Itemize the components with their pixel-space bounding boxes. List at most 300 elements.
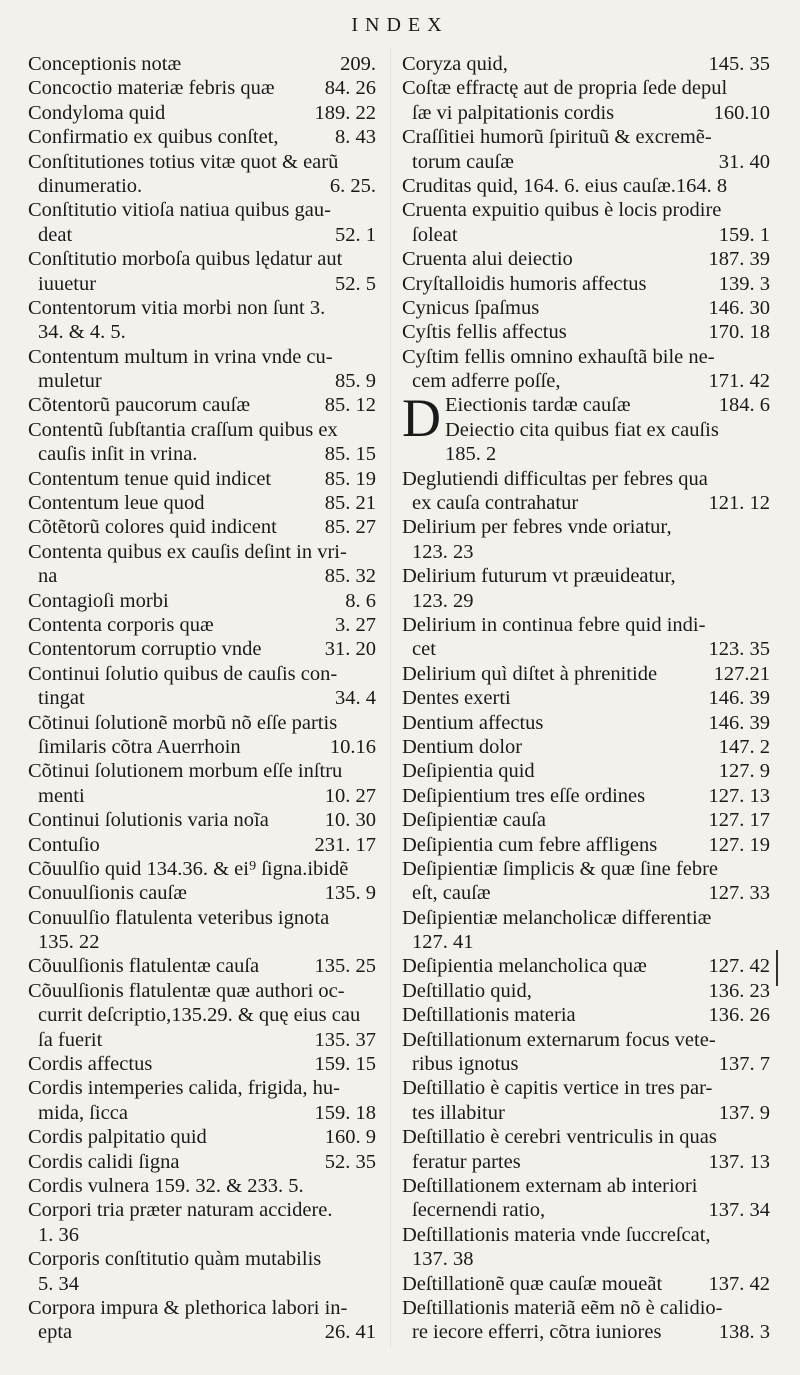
index-entry xyxy=(402,1076,770,1125)
page-reference: 84. 26 xyxy=(324,77,376,100)
page-reference: 127. 17 xyxy=(708,809,770,832)
entry-text: Eiectionis tardæ cauſæ xyxy=(445,394,631,417)
index-line xyxy=(28,979,376,1003)
index-entry xyxy=(402,735,770,759)
index-line xyxy=(28,272,376,296)
page-reference: 26. 41 xyxy=(324,1321,376,1344)
index-line xyxy=(402,711,770,735)
entry-text: Contentũ ſubſtantia craſſum quibus ex xyxy=(28,418,338,441)
index-line xyxy=(402,272,770,296)
index-entry xyxy=(402,1272,770,1296)
entry-text: Cordis affectus xyxy=(28,1053,153,1076)
page-reference: 6. 25. xyxy=(329,174,376,197)
index-entry xyxy=(402,857,770,906)
index-entry xyxy=(402,515,770,564)
entry-text: Deſtillationis materia xyxy=(402,1004,576,1027)
index-line xyxy=(402,589,770,613)
entry-text: Deſtillatio è cerebri ventriculis in quas xyxy=(402,1126,717,1149)
page-reference: 127. 33 xyxy=(708,882,770,905)
index-line xyxy=(402,954,770,978)
index-entry xyxy=(402,272,770,296)
entry-text: Conſtitutio morboſa quibus lędatur aut xyxy=(28,248,343,271)
entry-text: Cruenta expuitio quibus è locis prodire xyxy=(402,199,722,222)
index-entry xyxy=(28,637,376,661)
index-entry xyxy=(402,1028,770,1077)
index-line xyxy=(28,491,376,515)
index-line xyxy=(402,1223,770,1247)
page-reference: 52. 1 xyxy=(335,223,376,246)
index-line xyxy=(28,833,376,857)
index-entry xyxy=(402,388,770,466)
entry-text: ſa fuerit xyxy=(38,1028,103,1051)
margin-mark xyxy=(776,950,778,986)
page-reference: 137. 42 xyxy=(708,1272,770,1295)
page-reference: 231. 17 xyxy=(314,833,376,856)
index-entry xyxy=(402,613,770,662)
entry-text: Concoctio materiæ febris quæ xyxy=(28,77,275,100)
index-line xyxy=(28,1223,376,1247)
entry-text: Cõuulſio quid 134.36. & ei⁹ ſigna.ibidẽ xyxy=(28,857,349,880)
index-line xyxy=(28,125,376,149)
entry-text: 123. 29 xyxy=(412,589,474,612)
entry-text: Confirmatio ex quibus conſtet, xyxy=(28,126,279,149)
index-line xyxy=(28,52,376,76)
entry-text: Cyſtim fellis omnino exhauſtã bile ne- xyxy=(402,345,715,368)
index-line xyxy=(28,1101,376,1125)
index-entry xyxy=(402,76,770,125)
page-reference: 127.21 xyxy=(713,662,770,685)
index-line xyxy=(402,247,770,271)
index-line xyxy=(402,369,770,393)
index-entry xyxy=(28,1125,376,1149)
index-line xyxy=(402,150,770,174)
page-reference: 127. 9 xyxy=(718,760,770,783)
index-entry xyxy=(28,247,376,296)
page-reference: 10.16 xyxy=(329,735,376,758)
index-line xyxy=(28,1028,376,1052)
index-line xyxy=(28,1198,376,1222)
index-line xyxy=(28,1076,376,1100)
index-entry xyxy=(402,1223,770,1272)
page-reference: 160. 9 xyxy=(324,1126,376,1149)
index-column-right xyxy=(402,52,770,1345)
index-entry xyxy=(28,1174,376,1198)
entry-text: Cordis intemperies calida, frigida, hu- xyxy=(28,1077,340,1100)
entry-text: 135. 22 xyxy=(38,931,100,954)
index-entry xyxy=(402,954,770,978)
entry-text: Conceptionis notæ xyxy=(28,53,182,75)
page-reference: 31. 20 xyxy=(324,638,376,661)
page-reference: 160.10 xyxy=(713,101,770,124)
index-line xyxy=(402,345,770,369)
index-entry xyxy=(28,540,376,589)
page-reference: 85. 32 xyxy=(324,565,376,588)
entry-text: Delirium per febres vnde oriatur, xyxy=(402,516,672,539)
index-entry xyxy=(402,833,770,857)
index-line xyxy=(28,418,376,442)
index-entry xyxy=(28,467,376,491)
index-line xyxy=(402,930,770,954)
page-reference: 85. 27 xyxy=(324,516,376,539)
index-line xyxy=(445,442,770,466)
entry-text: Deſipientiæ cauſa xyxy=(402,809,547,832)
entry-text: Contentum leue quod xyxy=(28,492,205,515)
page-reference: 136. 23 xyxy=(708,979,770,1002)
index-line xyxy=(402,1247,770,1271)
index-entry xyxy=(402,345,770,394)
entry-text: Contentorum corruptio vnde xyxy=(28,638,262,661)
index-line xyxy=(28,784,376,808)
index-entry xyxy=(402,808,770,832)
page-reference: 121. 12 xyxy=(708,492,770,515)
entry-text: Cyſtis fellis affectus xyxy=(402,321,567,344)
entry-text: Cõtinui ſolutionem morbum eſſe inſtru xyxy=(28,760,343,783)
entry-text: Deſtillationẽ quæ cauſæ moueãt xyxy=(402,1272,663,1295)
entry-text: Contenta corporis quæ xyxy=(28,613,214,636)
entry-text: Contentum multum in vrina vnde cu- xyxy=(28,345,333,368)
index-line xyxy=(28,613,376,637)
index-line xyxy=(28,954,376,978)
entry-text: deat xyxy=(38,223,73,246)
entry-text: Cruenta alui deiectio xyxy=(402,248,573,271)
index-entry xyxy=(28,1150,376,1174)
index-line xyxy=(402,52,770,76)
index-line xyxy=(28,637,376,661)
page-reference: 85. 21 xyxy=(324,492,376,515)
index-line xyxy=(402,1150,770,1174)
page-reference: 187. 39 xyxy=(708,248,770,271)
entry-text: Contuſio xyxy=(28,833,100,856)
entry-text: Contagioſi morbi xyxy=(28,589,169,612)
index-line xyxy=(28,808,376,832)
index-entry xyxy=(28,662,376,711)
entry-text: Deiectio cita quibus fiat ex cauſis xyxy=(445,418,719,441)
index-entry xyxy=(28,954,376,978)
page-reference: 189. 22 xyxy=(314,101,376,124)
entry-text: ribus ignotus xyxy=(412,1053,519,1076)
page-reference: 159. 1 xyxy=(718,223,770,246)
page-reference: 85. 15 xyxy=(324,443,376,466)
index-entry xyxy=(402,1003,770,1027)
index-line xyxy=(402,1052,770,1076)
page-reference: 145. 35 xyxy=(708,53,770,75)
index-entry xyxy=(402,564,770,613)
index-entry xyxy=(28,76,376,100)
entry-text: Dentium dolor xyxy=(402,735,523,758)
entry-text: currit deſcriptio,135.29. & quę eius cau xyxy=(38,1004,361,1027)
page-reference: 138. 3 xyxy=(718,1321,770,1344)
page-reference: 31. 40 xyxy=(718,150,770,173)
index-line xyxy=(28,711,376,735)
index-line xyxy=(402,76,770,100)
index-line xyxy=(28,759,376,783)
index-entry xyxy=(28,979,376,1052)
index-entry xyxy=(402,759,770,783)
index-line xyxy=(402,759,770,783)
page-reference: 184. 6 xyxy=(718,394,770,417)
page-reference: 52. 5 xyxy=(335,272,376,295)
entry-text: epta xyxy=(38,1321,73,1344)
entry-text: Continui ſolutio quibus de cauſis con- xyxy=(28,662,338,685)
index-line xyxy=(402,881,770,905)
index-line xyxy=(28,1272,376,1296)
page-reference: 52. 35 xyxy=(324,1150,376,1173)
index-entry xyxy=(402,320,770,344)
index-entry xyxy=(28,345,376,394)
index-line xyxy=(402,1125,770,1149)
index-column-left xyxy=(28,52,376,1345)
entry-text: Corpora impura & plethorica labori in- xyxy=(28,1296,348,1319)
entry-text: Cordis palpitatio quid xyxy=(28,1126,207,1149)
entry-text: Deſtillatio quid, xyxy=(402,979,532,1002)
index-entry xyxy=(28,1198,376,1247)
entry-text: Cõuulſionis flatulentæ quæ authori oc- xyxy=(28,979,345,1002)
entry-text: 123. 23 xyxy=(412,540,474,563)
entry-text: Conuulſionis cauſæ xyxy=(28,882,187,905)
index-line xyxy=(402,296,770,320)
entry-text: Delirium in continua febre quid indi- xyxy=(402,613,706,636)
index-line xyxy=(402,1320,770,1344)
entry-text: Deſtillationum externarum focus vete- xyxy=(402,1028,716,1051)
page-reference: 10. 27 xyxy=(324,784,376,807)
entry-text: 1. 36 xyxy=(38,1223,79,1246)
entry-text: Cordis calidi ſigna xyxy=(28,1150,180,1173)
index-entry xyxy=(28,808,376,832)
index-line xyxy=(402,1296,770,1320)
entry-text: Cryſtalloidis humoris affectus xyxy=(402,272,647,295)
entry-text: Deſipientia cum febre affligens xyxy=(402,833,658,856)
index-line xyxy=(402,1198,770,1222)
index-entry xyxy=(402,296,770,320)
index-line xyxy=(28,686,376,710)
index-line xyxy=(402,564,770,588)
page-reference: 8. 6 xyxy=(345,589,376,612)
index-entry xyxy=(402,1125,770,1174)
index-line xyxy=(28,101,376,125)
page-reference: 10. 30 xyxy=(324,809,376,832)
index-line xyxy=(28,1003,376,1027)
page-reference: 146. 39 xyxy=(708,711,770,734)
index-line xyxy=(402,320,770,344)
index-entry xyxy=(402,174,770,198)
index-entry xyxy=(402,686,770,710)
entry-text: Conſtitutio vitioſa natiua quibus gau- xyxy=(28,199,331,222)
entry-text: Dentes exerti xyxy=(402,687,511,710)
index-line xyxy=(28,369,376,393)
entry-text: Dentium affectus xyxy=(402,711,544,734)
index-line xyxy=(402,1076,770,1100)
index-line xyxy=(28,247,376,271)
entry-text: dinumeratio. xyxy=(38,174,143,197)
index-line xyxy=(402,540,770,564)
page-reference: 147. 2 xyxy=(718,735,770,758)
index-line xyxy=(28,515,376,539)
index-line xyxy=(445,418,770,442)
index-line xyxy=(402,637,770,661)
page-reference: 159. 18 xyxy=(314,1101,376,1124)
entry-text: Deſipientia melancholica quæ xyxy=(402,955,647,978)
entry-text: Conuulſio flatulenta veteribus ignota xyxy=(28,906,330,929)
entry-text: Cõtinui ſolutionẽ morbũ nõ eſſe partis xyxy=(28,711,338,734)
entry-text: Cordis vulnera 159. 32. & 233. 5. xyxy=(28,1174,304,1197)
index-line xyxy=(28,1296,376,1320)
index-line xyxy=(402,223,770,247)
page-reference: 159. 15 xyxy=(314,1053,376,1076)
entry-text: Deſtillationem externam ab interiori xyxy=(402,1174,698,1197)
index-line xyxy=(402,662,770,686)
index-entry xyxy=(402,125,770,174)
index-line xyxy=(402,784,770,808)
page-reference: 170. 18 xyxy=(708,321,770,344)
page-reference: 137. 9 xyxy=(718,1101,770,1124)
entry-text: Continui ſolutionis varia noĩa xyxy=(28,809,269,832)
index-line xyxy=(28,467,376,491)
entry-text: Contenta quibus ex cauſis deſint in vri- xyxy=(28,540,347,563)
index-line xyxy=(28,223,376,247)
index-entry xyxy=(28,711,376,760)
index-line xyxy=(402,686,770,710)
entry-text: Deſtillationis materia vnde ſuccreſcat, xyxy=(402,1223,711,1246)
index-line xyxy=(28,1247,376,1271)
entry-text: Delirium quì diſtet à phrenitide xyxy=(402,662,658,685)
index-entry xyxy=(402,198,770,247)
entry-text: Coſtæ effractę aut de propria ſede depul xyxy=(402,77,728,100)
gutter xyxy=(390,48,391,1348)
index-entry xyxy=(402,247,770,271)
entry-text: Deſtillatio è capitis vertice in tres par- xyxy=(402,1077,713,1100)
index-line xyxy=(402,125,770,149)
index-line xyxy=(402,1003,770,1027)
page-reference: 137. 7 xyxy=(718,1053,770,1076)
index-line xyxy=(28,393,376,417)
page-reference: 8. 43 xyxy=(335,126,376,149)
index-line xyxy=(402,979,770,1003)
index-line xyxy=(28,589,376,613)
index-entry xyxy=(28,198,376,247)
entry-text: 137. 38 xyxy=(412,1248,474,1271)
entry-text: iuuetur xyxy=(38,272,97,295)
index-line xyxy=(28,150,376,174)
page-reference: 85. 9 xyxy=(335,370,376,393)
index-entry xyxy=(402,979,770,1003)
entry-text: torum cauſæ xyxy=(412,150,514,173)
index-line xyxy=(28,320,376,344)
entry-text: 127. 41 xyxy=(412,931,474,954)
entry-text: ſimilaris cõtra Auerrhoin xyxy=(38,735,241,758)
entry-text: Deglutiendi difficultas per febres qua xyxy=(402,467,708,490)
index-line xyxy=(28,174,376,198)
index-line xyxy=(402,1028,770,1052)
index-line xyxy=(28,906,376,930)
index-entry xyxy=(28,515,376,539)
page-title: INDEX xyxy=(351,14,449,36)
entry-text: Cynicus ſpaſmus xyxy=(402,296,540,319)
entry-text: cem adferre poſſe, xyxy=(412,370,561,393)
index-entry xyxy=(28,418,376,467)
index-line xyxy=(28,198,376,222)
index-entry xyxy=(28,881,376,905)
index-line xyxy=(402,515,770,539)
index-entry xyxy=(28,613,376,637)
index-entry xyxy=(28,52,376,76)
entry-text: tingat xyxy=(38,687,85,710)
entry-text: cauſis inſit in vrina. xyxy=(38,443,198,466)
index-line xyxy=(28,76,376,100)
index-line xyxy=(28,662,376,686)
index-entry xyxy=(28,150,376,199)
index-line xyxy=(28,540,376,564)
index-entry xyxy=(28,906,376,955)
entry-text: Delirium futurum vt præuideatur, xyxy=(402,565,676,588)
index-line xyxy=(28,1150,376,1174)
index-entry xyxy=(28,101,376,125)
entry-text: feratur partes xyxy=(412,1150,521,1173)
index-line xyxy=(28,857,376,881)
entry-text: Contentorum vitia morbi non ſunt 3. xyxy=(28,296,326,319)
index-line xyxy=(28,1125,376,1149)
index-line xyxy=(402,467,770,491)
index-entry xyxy=(402,467,770,516)
index-entry xyxy=(28,125,376,149)
entry-text: eſt, cauſæ xyxy=(412,882,491,905)
index-entry xyxy=(28,1076,376,1125)
index-line xyxy=(402,198,770,222)
index-line xyxy=(28,296,376,320)
index-line xyxy=(28,1052,376,1076)
index-line xyxy=(28,442,376,466)
entry-text: Cõtentorũ paucorum cauſæ xyxy=(28,394,251,417)
index-entry xyxy=(28,393,376,417)
index-entry xyxy=(402,52,770,76)
entry-text: cet xyxy=(412,638,436,661)
index-line xyxy=(402,1174,770,1198)
page-reference: 3. 27 xyxy=(335,613,376,636)
entry-text: na xyxy=(38,565,58,588)
index-entry xyxy=(402,906,770,955)
page-reference: 136. 26 xyxy=(708,1004,770,1027)
entry-text: Craſſitiei humorũ ſpirituũ & excremẽ- xyxy=(402,126,712,149)
page-reference: 137. 13 xyxy=(708,1150,770,1173)
index-line xyxy=(402,857,770,881)
entry-text: re iecore efferri, cõtra iuniores xyxy=(412,1321,662,1344)
index-entry xyxy=(402,1174,770,1223)
entry-text: Cruditas quid, 164. 6. eius cauſæ.164. 8 xyxy=(402,174,728,197)
entry-text: ſæ vi palpitationis cordis xyxy=(412,101,615,124)
index-entry xyxy=(402,711,770,735)
entry-text: ex cauſa contrahatur xyxy=(412,492,579,515)
index-entry xyxy=(28,759,376,808)
index-entry xyxy=(28,857,376,881)
page-reference: 135. 37 xyxy=(314,1028,376,1051)
page-reference: 139. 3 xyxy=(718,272,770,295)
entry-text: Coryza quid, xyxy=(402,53,508,75)
entry-text: 34. & 4. 5. xyxy=(38,321,126,344)
entry-text: menti xyxy=(38,784,85,807)
index-line xyxy=(402,1101,770,1125)
page-reference: 146. 39 xyxy=(708,687,770,710)
index-line xyxy=(402,735,770,759)
index-line xyxy=(28,1174,376,1198)
page-reference: 209. xyxy=(340,53,376,75)
index-line xyxy=(402,808,770,832)
page-reference: 171. 42 xyxy=(708,370,770,393)
page-reference: 34. 4 xyxy=(335,687,376,710)
page-reference: 127. 13 xyxy=(708,784,770,807)
index-line xyxy=(28,735,376,759)
page-reference: 137. 34 xyxy=(708,1199,770,1222)
entry-text: tes illabitur xyxy=(412,1101,505,1124)
page-reference: 135. 9 xyxy=(324,882,376,905)
